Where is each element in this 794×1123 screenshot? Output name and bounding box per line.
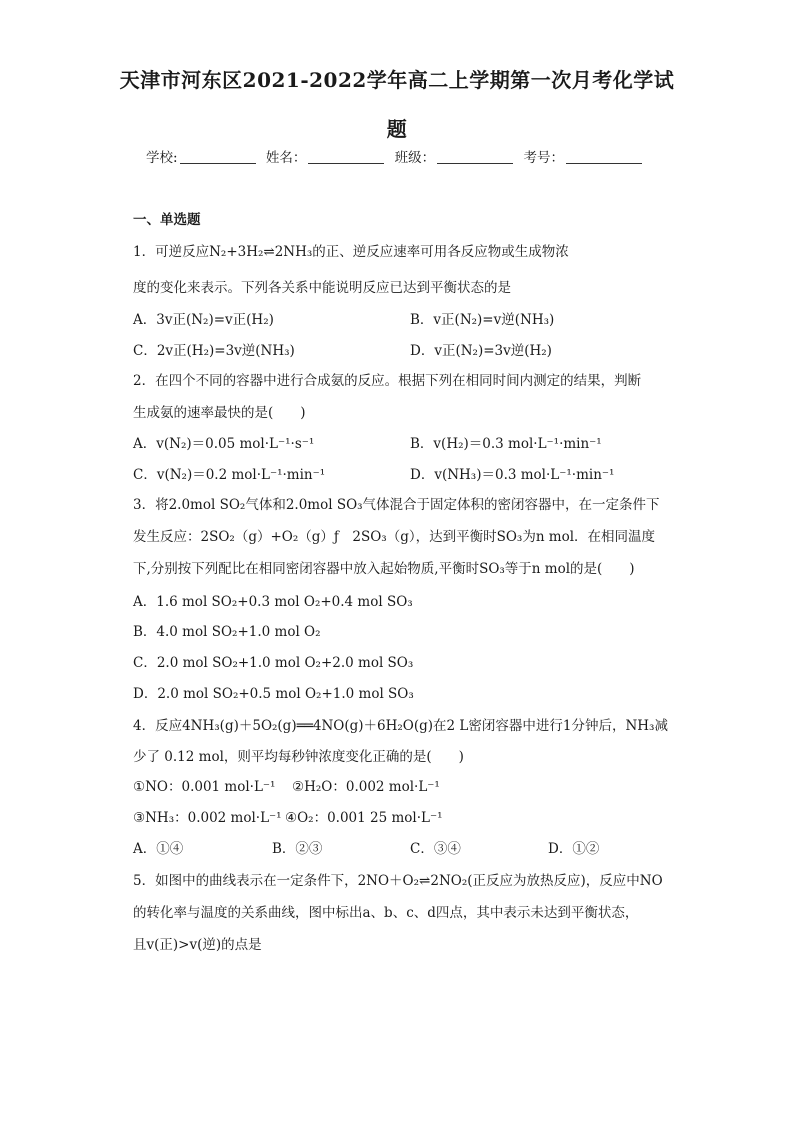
q1-option-c: C．2v正(H₂)=3v逆(NH₃) xyxy=(133,343,295,359)
q4-stem-line-2: 少了 0.12 mol，则平均每秒钟浓度变化正确的是( ) xyxy=(133,749,464,765)
document-title-line-1: 天津市河东区2021-2022学年高二上学期第一次月考化学试 xyxy=(119,68,675,92)
q4-item-3: ③NH₃：0.002 mol·L⁻¹ xyxy=(133,810,282,826)
q1-option-a: A．3v正(N₂)=v正(H₂) xyxy=(133,312,274,328)
q5-stem-line-1: 5．如图中的曲线表示在一定条件下，2NO＋O₂⇌2NO₂(正反应为放热反应)，反应中NO xyxy=(133,873,663,889)
q1-stem-line-2: 度的变化来表示。下列各关系中能说明反应已达到平衡状态的是 xyxy=(133,280,511,296)
school-label: 学校: xyxy=(146,150,178,166)
q2-option-d: D．v(NH₃)＝0.3 mol·L⁻¹·min⁻¹ xyxy=(410,467,615,483)
q2-option-b: B．v(H₂)＝0.3 mol·L⁻¹·min⁻¹ xyxy=(410,436,602,452)
q3-option-a: A．1.6 mol SO₂+0.3 mol O₂+0.4 mol SO₃ xyxy=(133,594,413,610)
q1-option-b: B．v正(N₂)=v逆(NH₃) xyxy=(410,312,555,328)
class-blank[interactable] xyxy=(437,163,513,164)
q4-option-c: C．③④ xyxy=(410,841,461,857)
number-label: 考号： xyxy=(523,150,564,166)
student-info-row xyxy=(0,146,794,166)
q5-stem-line-2: 的转化率与温度的关系曲线，图中标出a、b、c、d四点，其中表示未达到平衡状态， xyxy=(133,905,639,921)
q3-stem-line-1: 3．将2.0mol SO₂气体和2.0mol SO₃气体混合于固定体积的密闭容器中，在一定条件下 xyxy=(133,497,660,513)
number-blank[interactable] xyxy=(566,163,642,164)
q2-stem-line-2: 生成氨的速率最快的是( ) xyxy=(133,405,306,421)
name-blank[interactable] xyxy=(308,163,384,164)
q2-option-c: C．v(N₂)＝0.2 mol·L⁻¹·min⁻¹ xyxy=(133,467,326,483)
q1-option-d: D．v正(N₂)=3v逆(H₂) xyxy=(410,343,552,359)
q3-stem-line-3: 下,分别按下列配比在相同密闭容器中放入起始物质,平衡时SO₃等于n mol的是( ) xyxy=(133,561,635,577)
school-blank[interactable] xyxy=(180,163,256,164)
q3-option-b: B．4.0 mol SO₂+1.0 mol O₂ xyxy=(133,624,321,640)
class-label: 班级： xyxy=(394,150,436,166)
q4-item-2: ②H₂O：0.002 mol·L⁻¹ xyxy=(292,779,440,795)
document-title-line-2: 题 xyxy=(386,117,408,141)
q2-stem-line-1: 2．在四个不同的容器中进行合成氨的反应。根据下列在相同时间内测定的结果，判断 xyxy=(133,373,642,389)
q4-option-a: A．①④ xyxy=(133,841,184,857)
q4-item-4: ④O₂：0.001 25 mol·L⁻¹ xyxy=(285,810,443,826)
q3-option-d: D．2.0 mol SO₂+0.5 mol O₂+1.0 mol SO₃ xyxy=(133,686,414,702)
section-heading: 一、单选题 xyxy=(133,212,201,228)
q1-stem-line-1: 1．可逆反应N₂+3H₂⇌2NH₃的正、逆反应速率可用各反应物或生成物浓 xyxy=(133,244,569,260)
q5-stem-line-3: 且v(正)>v(逆)的点是 xyxy=(133,937,262,953)
q4-stem-line-1: 4．反应4NH₃(g)＋5O₂(g)══4NO(g)＋6H₂O(g)在2 L密闭容器中进行1分钟后，NH₃减 xyxy=(133,718,668,734)
q3-stem-line-2: 发生反应：2SO₂（g）+O₂（g）ƒ 2SO₃（g），达到平衡时SO₃为n mol．在相同温度 xyxy=(133,529,656,545)
q2-option-a: A．v(N₂)＝0.05 mol·L⁻¹·s⁻¹ xyxy=(133,436,315,452)
q4-option-b: B．②③ xyxy=(272,841,323,857)
q4-option-d: D．①② xyxy=(548,841,600,857)
q3-option-c: C．2.0 mol SO₂+1.0 mol O₂+2.0 mol SO₃ xyxy=(133,655,414,671)
q4-item-1: ①NO：0.001 mol·L⁻¹ xyxy=(133,779,276,795)
name-label: 姓名： xyxy=(265,150,307,166)
